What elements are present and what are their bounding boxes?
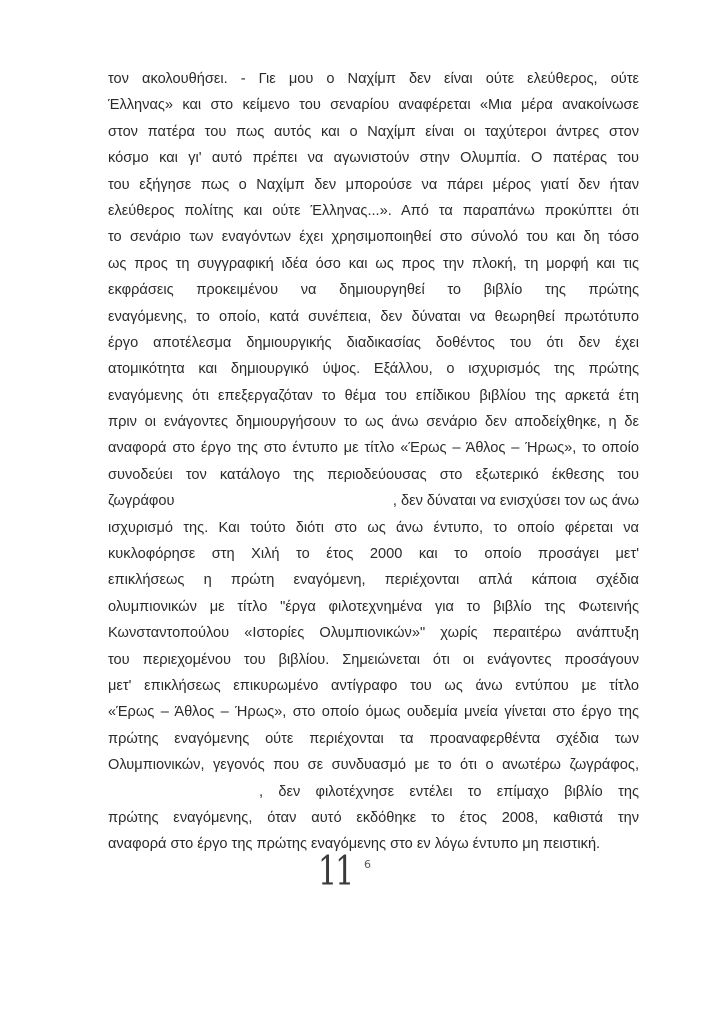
- text-line-redacted: [108, 779, 639, 805]
- text-line: εναγόμενης, το οποίο, κατά συνέπεια, δεν δύναται να θεωρηθεί πρωτότυπο: [108, 308, 639, 325]
- text-line: ως προς τη συγγραφική ιδέα όσο και ως προς την πλοκή, τη μορφή και τις: [108, 255, 639, 272]
- text-line: πρώτης εναγόμενης ούτε περιέχονται τα προαναφερθέντα σχέδια των: [108, 730, 639, 747]
- text-line: Κωνσταντοπούλου «Ιστορίες Ολυμπιονικών»" χωρίς περαιτέρω ανάπτυξη: [108, 625, 639, 642]
- text-line: «Έρως – Άθλος – Ήρως», στο οποίο όμως ουδεμία μνεία γίνεται στο έργο της: [108, 704, 639, 721]
- text-line: επικλήσεως η πρώτη εναγόμενη, περιέχονται απλά κάποια σχέδια: [108, 572, 639, 589]
- text-line-redacted: [108, 488, 639, 514]
- text-line: του εξήγησε πως ο Ναχίμπ δεν μπορούσε να πάρει μέρος γιατί δεν ήταν: [108, 176, 639, 193]
- text-line: πριν οι ενάγοντες δημιουργήσουν το ως άνω σενάριο δεν αποδείχθηκε, η δε: [108, 414, 639, 431]
- line-continuation: , δεν δύναται να ενισχύσει τον ως άνω: [392, 493, 639, 510]
- line-continuation: , δεν φιλοτέχνησε εντέλει το επίμαχο βιβλίο της: [259, 783, 639, 800]
- text-line: εναγόμενης ότι επεξεργαζόταν το θέμα του επίδικου βιβλίου της αρκετά έτη: [108, 387, 639, 404]
- text-line: κυκλοφόρησε στη Χιλή το έτος 2000 και το οποίο προσάγει μετ': [108, 546, 639, 563]
- body-text: [108, 66, 639, 858]
- text-line: τον ακολουθήσει. - Γιε μου ο Ναχίμπ δεν είναι ούτε ελεύθερος, ούτε: [108, 71, 639, 87]
- text-line: στον πατέρα του πως αυτός και ο Ναχίμπ είναι οι ταχύτεροι άντρες στον: [108, 123, 639, 140]
- text-line: έργο αποτέλεσμα δημιουργικής διαδικασίας δοθέντος του ότι δεν έχει: [108, 334, 639, 351]
- text-line: αναφορά στο έργο της πρώτης εναγόμενης στο εν λόγω έντυπο μη πειστική.: [108, 836, 601, 853]
- text-line: του περιεχομένου του βιβλίου. Σημειώνεται ότι οι ενάγοντες προσάγουν: [108, 651, 639, 668]
- text-line: Έλληνας» και στο κείμενο του σεναρίου αναφέρεται «Μια μέρα ανακοίνωσε: [108, 97, 639, 114]
- text-line: εκφράσεις προκειμένου να δημιουργηθεί το βιβλίο της πρώτης: [108, 282, 639, 299]
- painter-label: ζωγράφου: [108, 493, 175, 510]
- text-line: πρώτης εναγόμενης, όταν αυτό εκδόθηκε το έτος 2008, καθιστά την: [108, 809, 639, 826]
- text-line: αναφορά στο έργο της στο έντυπο με τίτλο «Έρως – Άθλος – Ήρως», το οποίο: [108, 440, 639, 457]
- text-line: ολυμπιονικών με τίτλο "έργα φιλοτεχνημένα για το βιβλίο της Φωτεινής: [108, 598, 639, 615]
- text-line: ελεύθερος πολίτης και ούτε Έλληνας...». Από τα παραπάνω προκύπτει ότι: [108, 202, 639, 219]
- handwritten-page-mark: 11: [318, 848, 353, 896]
- text-line: συνοδεύει τον κατάλογο της περιοδεύουσας στο εξωτερικό έκθεσης του: [108, 466, 639, 483]
- text-line: το σενάριο των εναγόντων έχει χρησιμοποιηθεί στο σύνολό του και δη τόσο: [108, 229, 639, 246]
- text-line: κόσμο και γι' αυτό πρέπει να αγωνιστούν στην Ολυμπία. Ο πατέρας του: [108, 150, 639, 167]
- text-line: ισχυρισμό της. Και τούτο διότι στο ως άνω έντυπο, το οποίο φέρεται να: [108, 519, 639, 536]
- text-line: ατομικότητα και δημιουργικό ύψος. Εξάλλου, ο ισχυρισμός της πρώτης: [108, 361, 639, 378]
- page-number: 6: [364, 858, 371, 871]
- text-line: Ολυμπιονικών, γεγονός που σε συνδυασμό με το ότι ο ανωτέρω ζωγράφος,: [108, 757, 639, 774]
- text-line: μετ' επικλήσεως επικυρωμένο αντίγραφο του ως άνω εντύπου με τίτλο: [108, 677, 639, 694]
